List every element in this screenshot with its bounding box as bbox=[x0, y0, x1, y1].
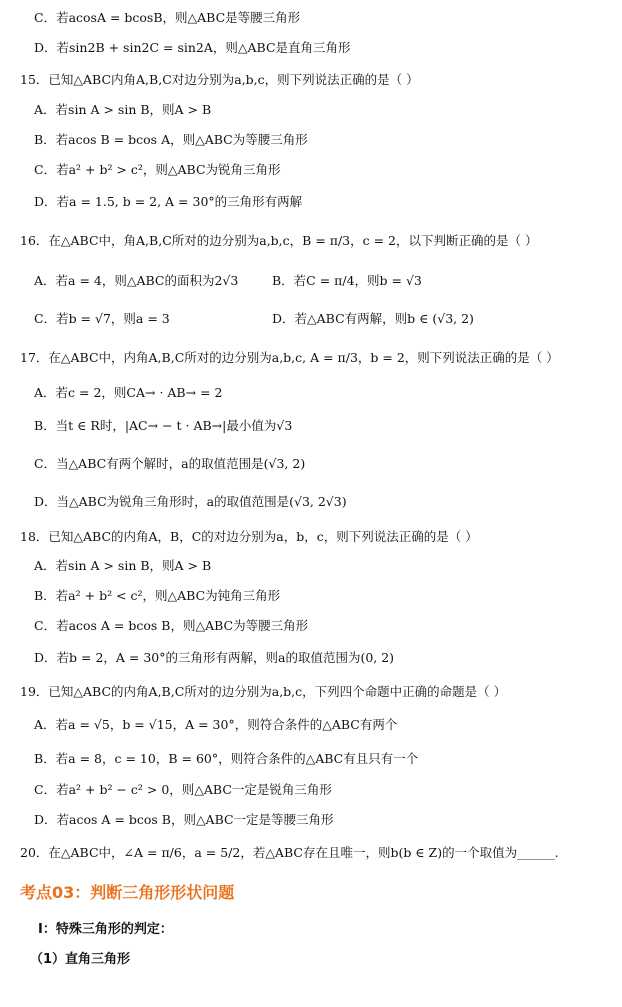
section-heading: 考点03：判断三角形形状问题 bbox=[20, 883, 235, 902]
subsection-title: Ⅰ：特殊三角形的判定： bbox=[38, 922, 173, 937]
q17-stem: 17．在△ABC中，内角A,B,C所对的边分别为a,b,c, A = π/3，b = 2，则下列说法正确的是（ ） bbox=[20, 350, 559, 365]
q15-option-d: D．若a = 1.5, b = 2, A = 30°的三角形有两解 bbox=[34, 194, 303, 209]
q19-option-d: D．若acos A = bcos B，则△ABC一定是等腰三角形 bbox=[34, 812, 334, 827]
q19-option-b: B．若a = 8，c = 10，B = 60°，则符合条件的△ABC有且只有一个 bbox=[34, 751, 419, 766]
q16-option-d: D．若△ABC有两解，则b ∈ (√3, 2) bbox=[272, 311, 474, 326]
q17-option-c: C．当△ABC有两个解时，a的取值范围是(√3, 2) bbox=[34, 456, 306, 471]
q17-option-d: D．当△ABC为锐角三角形时，a的取值范围是(√3, 2√3) bbox=[34, 494, 347, 509]
q15-option-c: C．若a² + b² > c²，则△ABC为锐角三角形 bbox=[34, 162, 281, 177]
q16-option-c: C．若b = √7，则a = 3 bbox=[34, 311, 170, 326]
q14-option-c: C．若acosA = bcosB，则△ABC是等腰三角形 bbox=[34, 10, 301, 25]
q17-option-b: B．当t ∈ R时，|AC→ − t · AB→|最小值为√3 bbox=[34, 418, 293, 433]
q19-option-c: C．若a² + b² − c² > 0，则△ABC一定是锐角三角形 bbox=[34, 782, 332, 797]
q14-option-d: D．若sin2B + sin2C = sin2A，则△ABC是直角三角形 bbox=[34, 40, 351, 55]
q18-option-b: B．若a² + b² < c²，则△ABC为钝角三角形 bbox=[34, 588, 281, 603]
q17-option-a: A．若c = 2，则CA→ · AB→ = 2 bbox=[34, 385, 223, 400]
q16-option-a: A．若a = 4，则△ABC的面积为2√3 bbox=[34, 273, 239, 288]
q18-option-d: D．若b = 2，A = 30°的三角形有两解，则a的取值范围为(0, 2) bbox=[34, 650, 395, 665]
q19-stem: 19．已知△ABC的内角A,B,C所对的边分别为a,b,c，下列四个命题中正确的命题是（ ） bbox=[20, 684, 507, 699]
q15-stem: 15．已知△ABC内角A,B,C对边分别为a,b,c，则下列说法正确的是（ ） bbox=[20, 72, 419, 87]
q18-option-c: C．若acos A = bcos B，则△ABC为等腰三角形 bbox=[34, 618, 309, 633]
q18-option-a: A．若sin A > sin B，则A > B bbox=[34, 558, 212, 573]
q18-stem: 18．已知△ABC的内角A，B，C的对边分别为a，b，c，则下列说法正确的是（ ） bbox=[20, 529, 478, 544]
q16-stem: 16．在△ABC中，角A,B,C所对的边分别为a,b,c，B = π/3，c = 2，以下判断正确的是（ ） bbox=[20, 233, 538, 248]
q15-option-b: B．若acos B = bcos A，则△ABC为等腰三角形 bbox=[34, 132, 308, 147]
q20-stem: 20．在△ABC中，∠A = π/6，a = 5/2，若△ABC存在且唯一，则b(b ∈ Z)的一个取值为______. bbox=[20, 845, 559, 860]
subsection-item: （1）直角三角形 bbox=[30, 952, 131, 967]
q19-option-a: A．若a = √5，b = √15，A = 30°，则符合条件的△ABC有两个 bbox=[34, 717, 398, 732]
q15-option-a: A．若sin A > sin B，则A > B bbox=[34, 102, 212, 117]
q16-option-b: B．若C = π/4，则b = √3 bbox=[272, 273, 422, 288]
